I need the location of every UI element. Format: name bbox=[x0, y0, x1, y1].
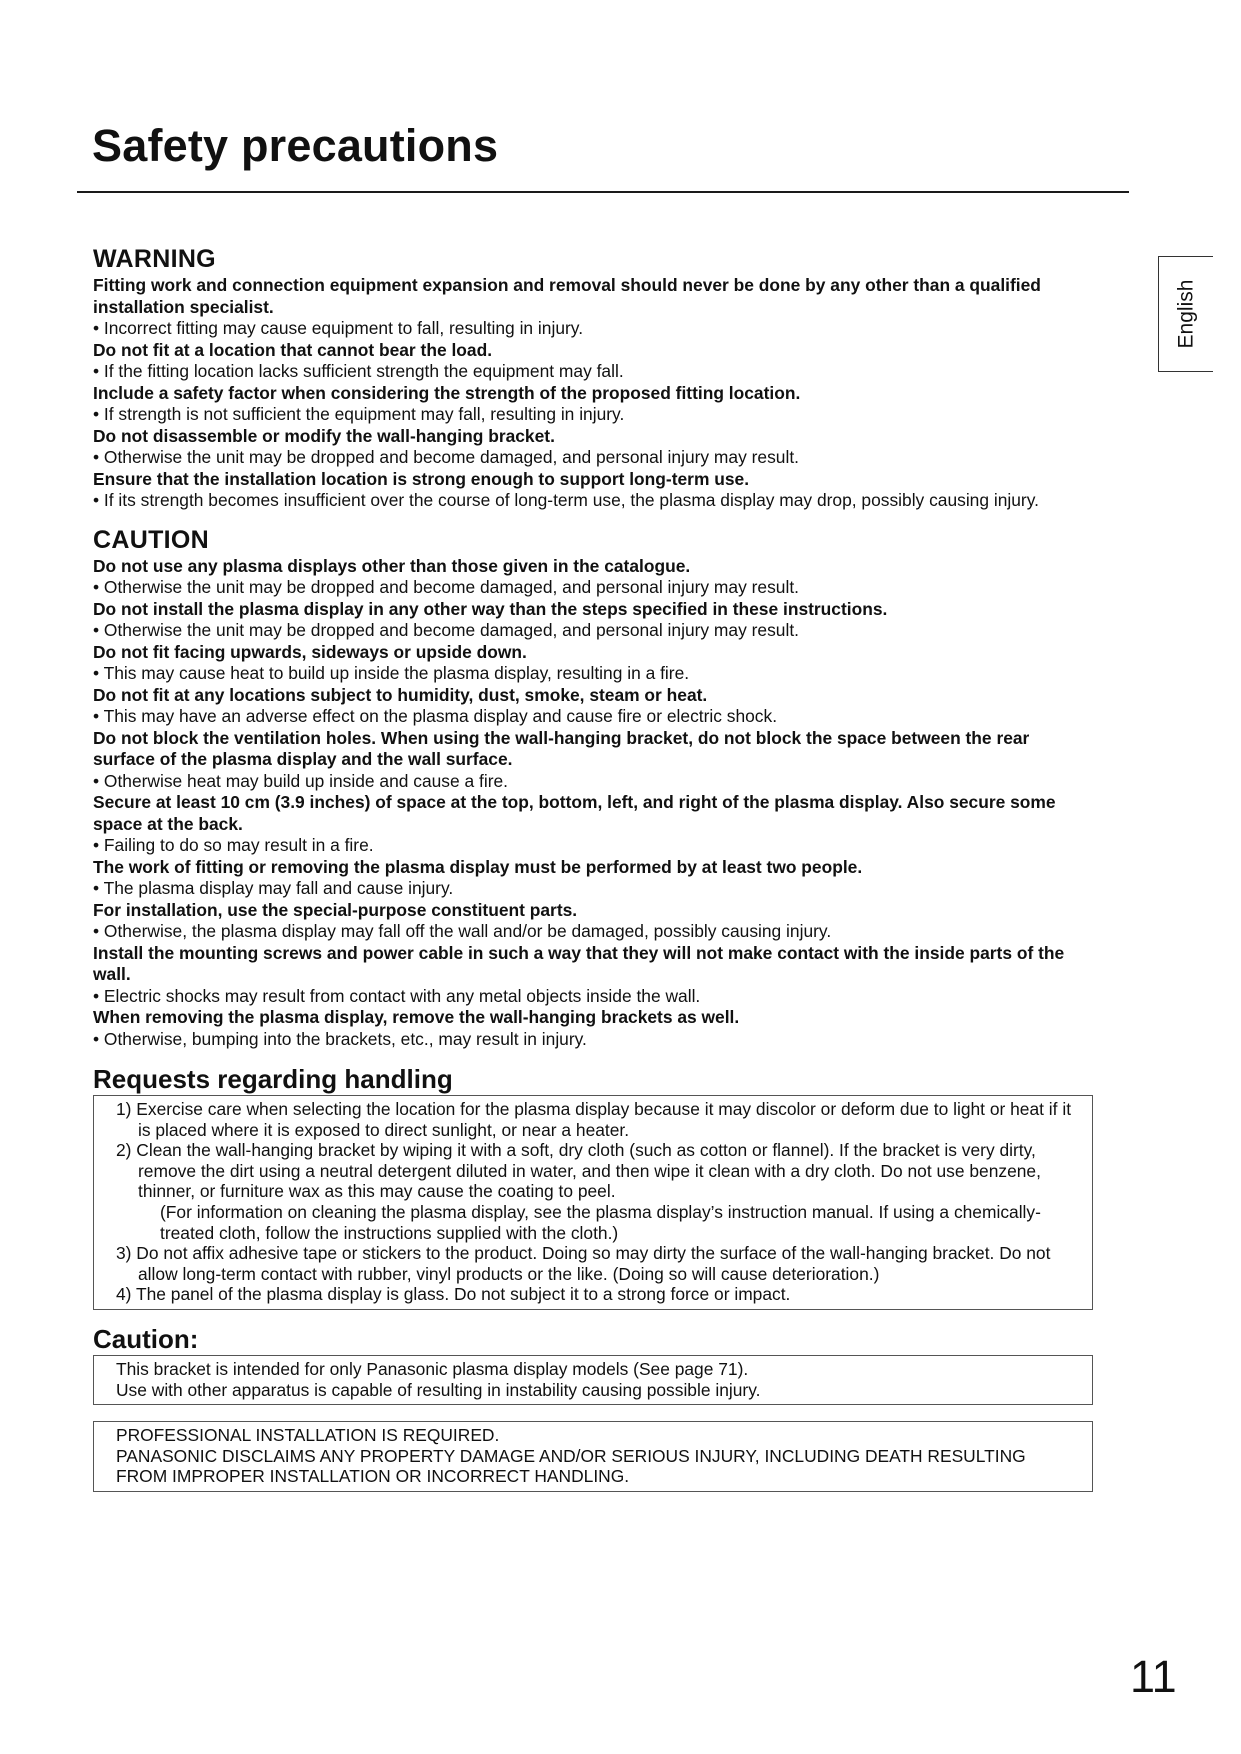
caution-item-2-text: Do not fit facing upwards, sideways or upside down. bbox=[93, 641, 527, 662]
warning-heading: WARNING bbox=[93, 245, 216, 273]
warning-item-4-text: Ensure that the installation location is strong enough to support long-term use. bbox=[93, 468, 750, 489]
request-item-3: 3) Do not affix adhesive tape or stickers to the product. Doing so may dirty the surface of the wall-hanging bracket. Do not allow long-term contact with rubber, vinyl products or the like. (Doing so will cause deterioration.) bbox=[116, 1243, 1051, 1284]
caution-note-line-1: This bracket is intended for only Panasonic plasma display models (See page 71). bbox=[116, 1358, 749, 1379]
caution-note-line-2: Use with other apparatus is capable of resulting in instability causing possible injury. bbox=[116, 1379, 761, 1400]
professional-line-1: PROFESSIONAL INSTALLATION IS REQUIRED. bbox=[116, 1425, 500, 1446]
language-tab-label: English bbox=[1174, 279, 1198, 349]
request-item-4: 4) The panel of the plasma display is glass. Do not subject it to a strong force or impact. bbox=[116, 1284, 791, 1305]
caution-item-9-text: When removing the plasma display, remove the wall-hanging brackets as well. bbox=[93, 1007, 740, 1027]
caution-note-heading: Caution: bbox=[93, 1323, 199, 1354]
caution-item-3-note: • This may have an adverse effect on the plasma display and cause fire or electric shock. bbox=[93, 706, 778, 726]
professional-line-2: PANASONIC DISCLAIMS ANY PROPERTY DAMAGE AND/OR SERIOUS INJURY, INCLUDING DEATH RESULTING FROM IMPROPER INSTALLATION OR INCORRECT HANDLING. bbox=[116, 1445, 1026, 1487]
caution-item-0-text: Do not use any plasma displays other than those given in the catalogue. bbox=[93, 555, 691, 576]
request-item-2 bbox=[116, 1140, 1080, 1243]
caution-item-8-note: • Electric shocks may result from contact with any metal objects inside the wall. bbox=[93, 985, 701, 1006]
warning-item-3-text: Do not disassemble or modify the wall-hanging bracket. bbox=[93, 425, 555, 446]
caution-item-2-note: • This may cause heat to build up inside the plasma display, resulting in a fire. bbox=[93, 663, 690, 683]
caution-item-6-text: The work of fitting or removing the plasma display must be performed by at least two people. bbox=[93, 856, 863, 877]
request-item-1: 1) Exercise care when selecting the location for the plasma display because it may discolor or deform due to light or heat if it is placed where it is exposed to direct sunlight, or near a heater. bbox=[116, 1099, 1072, 1140]
page-number: 11 bbox=[1130, 1651, 1177, 1702]
caution-item-1-note: • Otherwise the unit may be dropped and become damaged, and personal injury may result. bbox=[93, 620, 799, 640]
warning-item-2-note: • If strength is not sufficient the equipment may fall, resulting in injury. bbox=[93, 404, 625, 424]
caution-item-0-note: • Otherwise the unit may be dropped and become damaged, and personal injury may result. bbox=[93, 577, 799, 597]
caution-heading: CAUTION bbox=[93, 525, 209, 554]
caution-item-1-text: Do not install the plasma display in any other way than the steps specified in these instructions. bbox=[93, 598, 888, 619]
warning-item-1-text: Do not fit at a location that cannot bear the load. bbox=[93, 339, 493, 360]
caution-item-8-text: Install the mounting screws and power cable in such a way that they will not make contact with the inside parts of the wall. bbox=[93, 942, 1065, 984]
warning-item-3-note: • Otherwise the unit may be dropped and become damaged, and personal injury may result. bbox=[93, 447, 799, 467]
caution-item-4-note: • Otherwise heat may build up inside and cause a fire. bbox=[93, 770, 508, 791]
caution-note-box bbox=[93, 1355, 1093, 1405]
caution-item-7-text: For installation, use the special-purpose constituent parts. bbox=[93, 899, 578, 920]
warning-item-0-note: • Incorrect fitting may cause equipment to fall, resulting in injury. bbox=[93, 318, 584, 338]
safety-content bbox=[93, 244, 1093, 1492]
request-item-2-extra: (For information on cleaning the plasma display, see the plasma display’s instruction manual. If using a chemically-treated cloth, follow the instructions supplied with the cloth.) bbox=[160, 1201, 1041, 1243]
warning-item-4-note: • If its strength becomes insufficient over the course of long-term use, the plasma display may drop, possibly causing injury. bbox=[93, 490, 1039, 510]
requests-list bbox=[116, 1099, 1080, 1305]
warning-item-2-text: Include a safety factor when considering the strength of the proposed fitting location. bbox=[93, 382, 801, 403]
title-divider bbox=[77, 191, 1129, 193]
warning-list bbox=[93, 275, 1093, 512]
warning-item-0-text: Fitting work and connection equipment expansion and removal should never be done by any other than a qualified installation specialist. bbox=[93, 275, 1041, 317]
caution-item-6-note: • The plasma display may fall and cause injury. bbox=[93, 878, 454, 898]
requests-box bbox=[93, 1095, 1093, 1310]
warning-item-1-note: • If the fitting location lacks sufficient strength the equipment may fall. bbox=[93, 361, 624, 381]
caution-item-7-note: • Otherwise, the plasma display may fall off the wall and/or be damaged, possibly causing injury. bbox=[93, 921, 832, 941]
page-title: Safety precautions bbox=[92, 120, 499, 171]
caution-list bbox=[93, 556, 1093, 1051]
request-item-2-text: 2) Clean the wall-hanging bracket by wiping it with a soft, dry cloth (such as cotton or flannel). If the bracket is very dirty, remove the dirt using a neutral detergent diluted in water, and then wipe it clean with a dry cloth. Do not use benzene, thinner, or furniture wax as this may cause the coating to peel. bbox=[116, 1140, 1041, 1202]
language-tab bbox=[1158, 256, 1213, 372]
caution-item-3-text: Do not fit at any locations subject to humidity, dust, smoke, steam or heat. bbox=[93, 684, 708, 705]
caution-item-5-note: • Failing to do so may result in a fire. bbox=[93, 835, 374, 855]
caution-item-9-note: • Otherwise, bumping into the brackets, etc., may result in injury. bbox=[93, 1028, 587, 1049]
requests-heading: Requests regarding handling bbox=[93, 1064, 453, 1094]
professional-installation-box bbox=[93, 1421, 1093, 1492]
caution-item-4-text: Do not block the ventilation holes. When using the wall-hanging bracket, do not block the space between the rear surface of the plasma display and the wall surface. bbox=[93, 727, 1030, 769]
caution-item-5-text: Secure at least 10 cm (3.9 inches) of space at the top, bottom, left, and right of the plasma display. Also secure some space at the back. bbox=[93, 792, 1056, 834]
